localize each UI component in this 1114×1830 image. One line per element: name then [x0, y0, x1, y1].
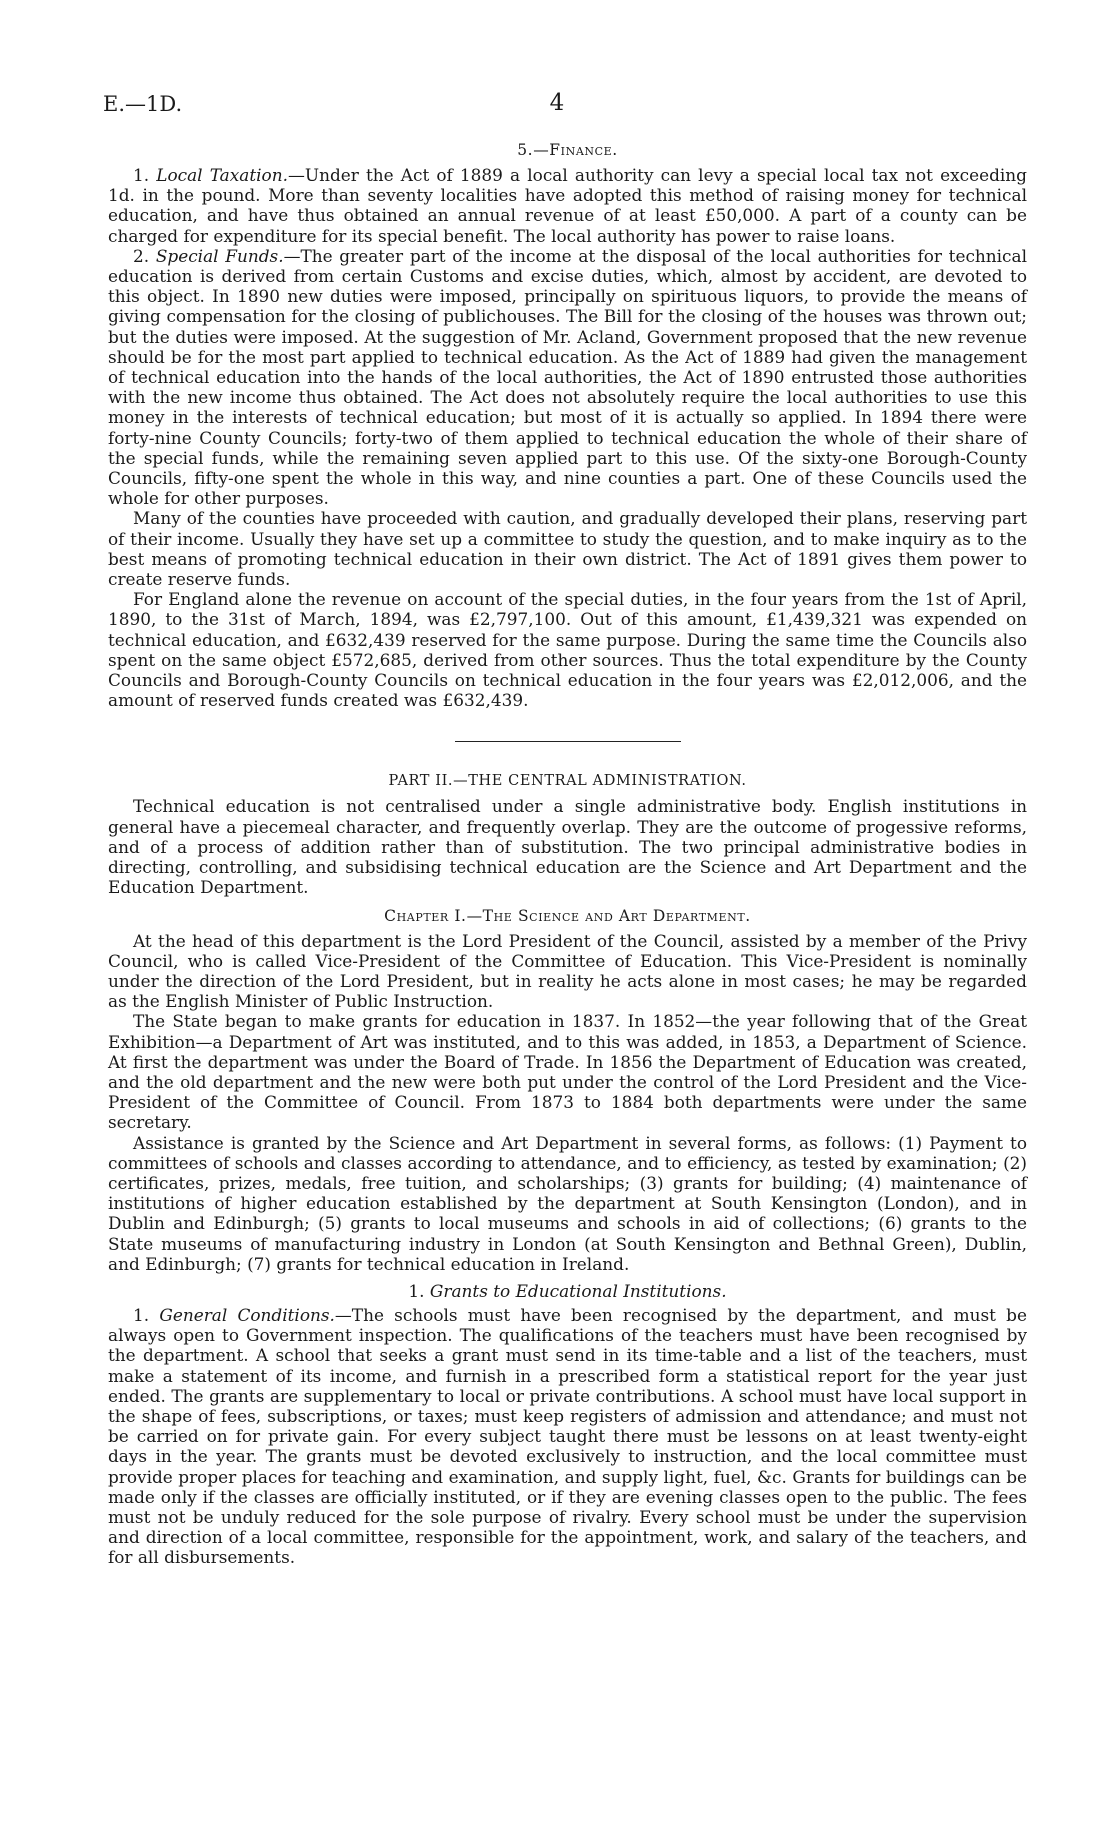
paragraph-text: —The schools must have been recognised by the department, and must be always open to Government inspection. The qualifications of the teachers must have been recognised by the department. A school that seeks a grant must send in its time-table and a list of the teachers, must make a statement of its income, and furnish in a prescribed form a statistical report for the year just ended. The grants are supplementary to local or private contributions. A school must have local support in the shape of fees, subscriptions, or taxes; must keep registers of admission and attendance; and must not be carried on for private gain. For every subject taught there must be lessons on at least twenty-eight days in the year. The grants must be devoted exclusively to instruction, and the local committee must provide proper places for teaching and examination, and supply light, fuel, &c. Grants for buildings can be made only if the classes are officially instituted, or if they are evening classes open to the public. The fees must not be unduly reduced for the sole purpose of rivalry. Every school must be under the supervision and direction of a local committee, responsible for the appointment, work, and salary of the teachers, and for all disbursements. — [108, 1304, 1027, 1568]
chapter-heading: Chapter I.—The Science and Art Department. — [384, 906, 751, 925]
page-header — [103, 92, 1011, 120]
paragraph-number: 2. — [133, 245, 156, 266]
paragraph-local-taxation — [108, 165, 1027, 246]
paragraph-central-admin: Technical education is not centralised under a single administrative body. English institutions in general have a piecemeal character, and frequently overlap. They are the outcome of progessive reforms, and of a process of addition rather than of substitution. The two principal administrative bodies in directing, controlling, and subsidising technical education are the Science and Art Department and the Education Department. — [108, 796, 1027, 898]
document-reference: E.—1D. — [103, 92, 183, 116]
part-heading: PART II.—THE CENTRAL ADMINISTRATION. — [388, 773, 747, 790]
subsection-title: Grants to Educational Institutions. — [429, 1280, 727, 1301]
section-divider — [455, 741, 681, 742]
paragraph-lord-president: At the head of this department is the Lord President of the Council, assisted by a member of the Privy Council, who is called Vice-President of the Committee of Education. This Vice-President is nominally under the direction of the Lord President, but in reality he acts alone in most cases; he may be regarded as the English Minister of Public Instruction. — [108, 930, 1027, 1012]
paragraph-general-conditions — [108, 1305, 1027, 1568]
paragraph-england-revenue: For England alone the revenue on account of the special duties, in the four years from the 1st of April, 1890, to the 31st of March, 1894, was £2,797,100. Out of this amount, £1,439,321 was expended on technical education, and £632,439 reserved for the same purpose. During the same time the Councils also spent on the same object £572,685, derived from other sources. Thus the total expenditure by the County Councils and Borough-County Councils on technical education in the four years was £2,012,006, and the amount of reserved funds created was £632,439. — [108, 589, 1027, 711]
subsection-heading — [108, 1281, 1027, 1301]
paragraph-text: —The greater part of the income at the disposal of the local authorities for technical education is derived from certain Customs and excise duties, which, almost by accident, are devoted to this object. In 1890 new duties were imposed, principally on spirituous liquors, to provide the means of giving compensation for the closing of publichouses. The Bill for the closing of the houses was thrown out; but the duties were imposed. At the suggestion of Mr. Acland, Government proposed that the new revenue should be for the most part applied to technical education. As the Act of 1889 had given the management of technical education into the hands of the local authorities, the Act of 1890 entrusted those authorities with the new income thus obtained. The Act does not absolutely require the local authorities to use this money in the interests of technical education; but most of it is actually so applied. In 1894 there were forty-nine County Councils; forty-two of them applied to technical education the whole of their share of the special funds, while the remaining seven applied part to this use. Of the sixty-one Borough-County Councils, fifty-one spent the whole in this way, and nine counties a part. One of these Councils used the whole for other purposes. — [108, 245, 1027, 509]
paragraph-assistance-forms: Assistance is granted by the Science and Art Department in several forms, as follows: (1) Payment to committees of schools and classes according to attendance, and to efficiency, as tested by examination; (2) certificates, prizes, medals, free tuition, and scholarships; (3) grants for building; (4) maintenance of institutions of higher education established by the department at South Kensington (London), and in Dublin and Edinburgh; (5) grants to local museums and schools in aid of collections; (6) grants to the State museums of manufacturing industry in London (at South Kensington and Bethnal Green), Dublin, and Edinburgh; (7) grants for technical education in Ireland. — [108, 1132, 1027, 1274]
paragraph-special-funds — [108, 246, 1027, 509]
page-body — [108, 140, 1027, 1568]
page-number: 4 — [549, 90, 565, 116]
paragraph-title: Local Taxation. — [156, 165, 288, 185]
paragraph-text: —Under the Act of 1889 a local authority can levy a special local tax not exceeding 1d. in the pound. More than seventy localities have adopted this method of raising money for technical education, and have thus obtained an annual revenue of at least £50,000. A part of a county can be charged for expenditure for its special benefit. The local authority has power to raise loans. — [108, 165, 1027, 246]
paragraph-number: 1. — [133, 1304, 160, 1325]
paragraph-number: 1. — [133, 165, 157, 185]
paragraph-state-grants-history: The State began to make grants for education in 1837. In 1852—the year following that of the Great Exhibition—a Department of Art was instituted, and to this was added, in 1853, a Department of Science. At first the department was under the Board of Trade. In 1856 the Department of Education was created, and the old department and the new were both put under the control of the Lord President and the Vice-President of the Committee of Council. From 1873 to 1884 both departments were under the same secretary. — [108, 1011, 1027, 1133]
paragraph-title: Special Funds. — [155, 245, 284, 266]
subsection-number: 1. — [408, 1280, 430, 1301]
paragraph-title: General Conditions. — [159, 1304, 335, 1325]
paragraph-counties-caution: Many of the counties have proceeded with caution, and gradually developed their plans, reserving part of their income. Usually they have set up a committee to study the question, and to make inquiry as to the best means of promoting technical education in their own district. The Act of 1891 gives them power to create reserve funds. — [108, 508, 1027, 590]
section-heading-finance: 5.—Finance. — [517, 141, 618, 159]
